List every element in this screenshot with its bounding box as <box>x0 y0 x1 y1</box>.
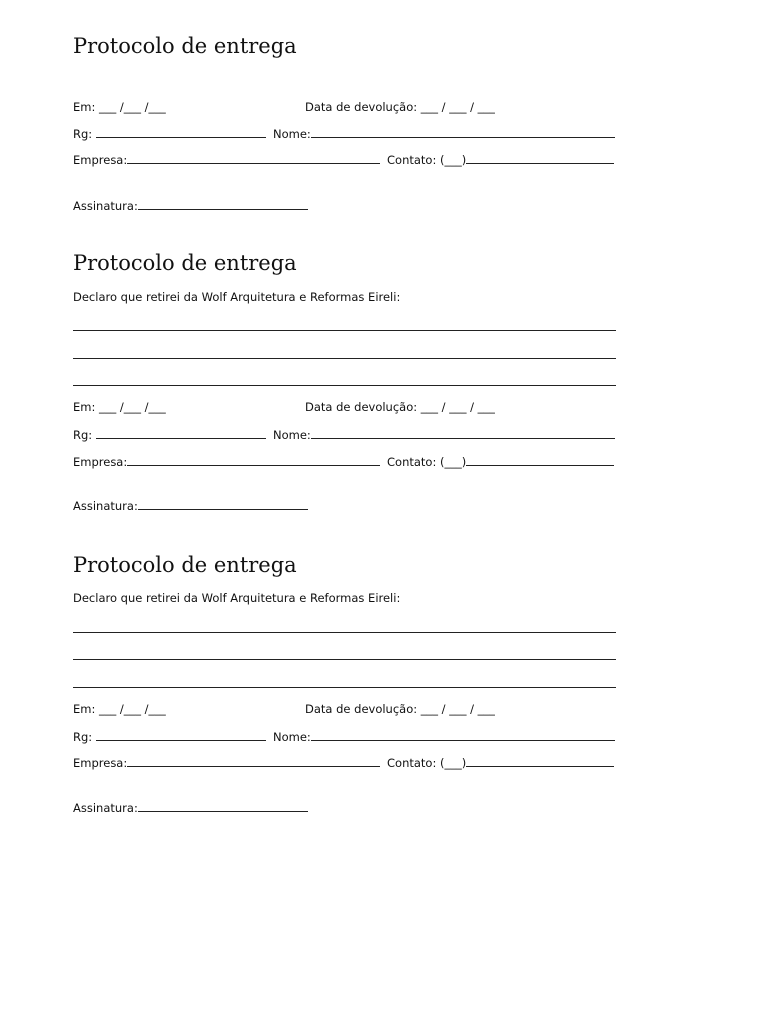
section-1-contato-underline <box>466 152 614 164</box>
section-2-blank-line-2[interactable] <box>73 358 616 359</box>
section-3-rg-label: Rg: <box>73 730 96 744</box>
section-1-em-field[interactable]: Em: ___ /___ /___ <box>73 100 166 114</box>
section-3-empresa-underline <box>127 755 380 767</box>
section-1-rg-label: Rg: <box>73 127 96 141</box>
section-1-nome-field[interactable] <box>273 126 615 142</box>
section-3-assinatura-underline <box>138 800 308 812</box>
section-3-blank-line-3[interactable] <box>73 687 616 688</box>
section-2-contato-field[interactable] <box>387 454 614 470</box>
section-3-contato-label: Contato: (___) <box>387 756 467 770</box>
section-1-nome-label: Nome: <box>273 127 311 141</box>
section-1-devolucao-field[interactable]: Data de devolução: ___ / ___ / ___ <box>305 100 495 114</box>
section-3-nome-label: Nome: <box>273 730 311 744</box>
section-1-empresa-field[interactable] <box>73 152 380 168</box>
section-1-title: Protocolo de entrega <box>73 34 297 58</box>
section-3-empresa-field[interactable] <box>73 755 380 771</box>
section-2-empresa-underline <box>127 454 380 466</box>
section-2-assinatura-label: Assinatura: <box>73 499 138 513</box>
section-3-em-field[interactable]: Em: ___ /___ /___ <box>73 702 166 716</box>
section-3-assinatura-label: Assinatura: <box>73 801 138 815</box>
section-3-contato-underline <box>466 755 614 767</box>
section-2-empresa-label: Empresa: <box>73 455 128 469</box>
section-1-empresa-label: Empresa: <box>73 153 128 167</box>
section-3-devolucao-field[interactable]: Data de devolução: ___ / ___ / ___ <box>305 702 495 716</box>
section-2-contato-label: Contato: (___) <box>387 455 467 469</box>
section-3-declaro-text: Declaro que retirei da Wolf Arquitetura e Reformas Eireli: <box>73 591 401 605</box>
section-2-assinatura-field[interactable] <box>73 498 308 514</box>
section-2-rg-label: Rg: <box>73 428 96 442</box>
section-2-empresa-field[interactable] <box>73 454 380 470</box>
section-1-contato-label: Contato: (___) <box>387 153 467 167</box>
section-3-title: Protocolo de entrega <box>73 553 297 577</box>
section-2-title: Protocolo de entrega <box>73 251 297 275</box>
section-1-empresa-underline <box>127 152 380 164</box>
section-3-blank-line-1[interactable] <box>73 632 616 633</box>
section-1-rg-underline <box>96 126 266 138</box>
section-2-contato-underline <box>466 454 614 466</box>
section-2-devolucao-field[interactable]: Data de devolução: ___ / ___ / ___ <box>305 400 495 414</box>
section-2-rg-field[interactable] <box>73 427 266 443</box>
section-1-assinatura-field[interactable] <box>73 198 308 214</box>
section-3-empresa-label: Empresa: <box>73 756 128 770</box>
section-2-assinatura-underline <box>138 498 308 510</box>
section-3-contato-field[interactable] <box>387 755 614 771</box>
section-2-nome-field[interactable] <box>273 427 615 443</box>
section-2-rg-underline <box>96 427 266 439</box>
section-2-blank-line-1[interactable] <box>73 330 616 331</box>
section-1-assinatura-label: Assinatura: <box>73 199 138 213</box>
section-2-declaro-text: Declaro que retirei da Wolf Arquitetura e Reformas Eireli: <box>73 290 401 304</box>
section-2-blank-line-3[interactable] <box>73 385 616 386</box>
section-3-rg-field[interactable] <box>73 729 266 745</box>
section-3-nome-field[interactable] <box>273 729 615 745</box>
section-2-em-field[interactable]: Em: ___ /___ /___ <box>73 400 166 414</box>
section-3-assinatura-field[interactable] <box>73 800 308 816</box>
section-2-nome-underline <box>311 427 615 439</box>
section-1-assinatura-underline <box>138 198 308 210</box>
section-1-nome-underline <box>311 126 615 138</box>
section-2-nome-label: Nome: <box>273 428 311 442</box>
section-3-nome-underline <box>311 729 615 741</box>
section-1-rg-field[interactable] <box>73 126 266 142</box>
section-3-blank-line-2[interactable] <box>73 659 616 660</box>
section-1-contato-field[interactable] <box>387 152 614 168</box>
section-3-rg-underline <box>96 729 266 741</box>
